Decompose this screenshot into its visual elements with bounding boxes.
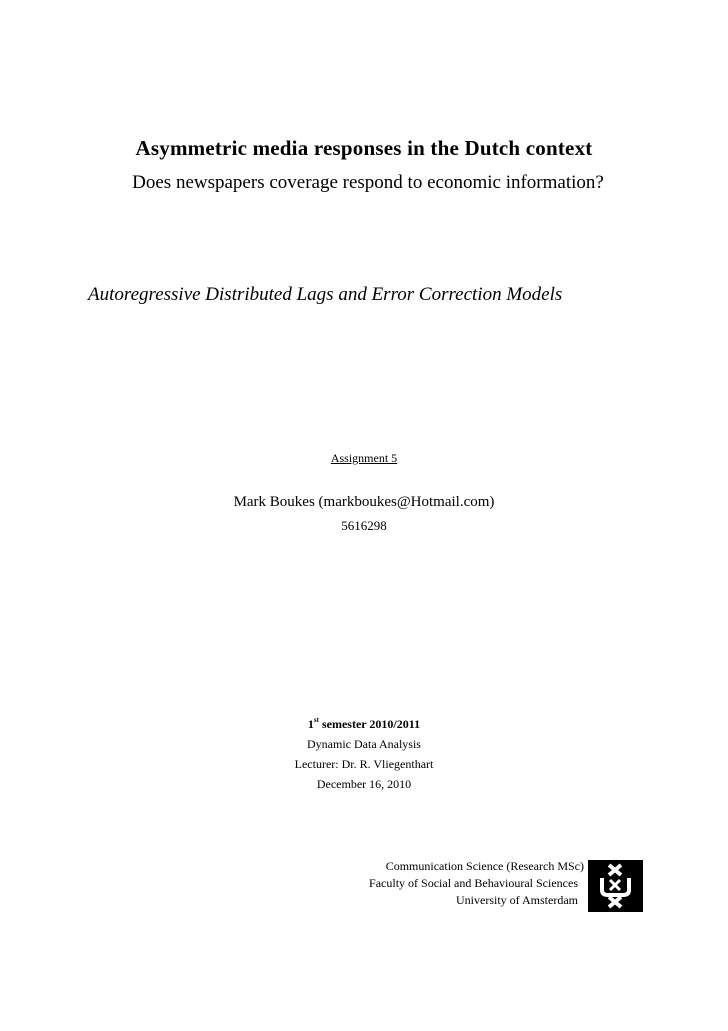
- document-title: Asymmetric media responses in the Dutch context: [135, 136, 593, 160]
- uva-logo-icon: [588, 860, 643, 912]
- document-subtitle: Does newspapers coverage respond to economic information?: [132, 172, 604, 193]
- course-info: [0, 710, 728, 794]
- semester-text: semester 2010/2011: [321, 717, 421, 731]
- model-title: Autoregressive Distributed Lags and Error Correction Models: [88, 284, 563, 305]
- semester-superscript: st: [313, 716, 319, 724]
- semester-number: 1: [307, 717, 314, 731]
- faculty-name: Faculty of Social and Behavioural Sciences: [369, 876, 578, 890]
- uva-logo-graphic: [588, 860, 643, 912]
- lecturer: Lecturer: Dr. R. Vliegenthart: [294, 757, 434, 771]
- institution-block: [369, 858, 584, 909]
- assignment-label: Assignment 5: [330, 451, 398, 465]
- date: December 16, 2010: [316, 777, 412, 791]
- program-name: Communication Science (Research MSc): [385, 859, 584, 873]
- university-name: University of Amsterdam: [456, 893, 578, 907]
- course-name: Dynamic Data Analysis: [307, 737, 421, 751]
- author-line: Mark Boukes (markboukes@Hotmail.com): [233, 494, 495, 510]
- semester-line: [0, 710, 728, 734]
- student-id: 5616298: [341, 518, 387, 533]
